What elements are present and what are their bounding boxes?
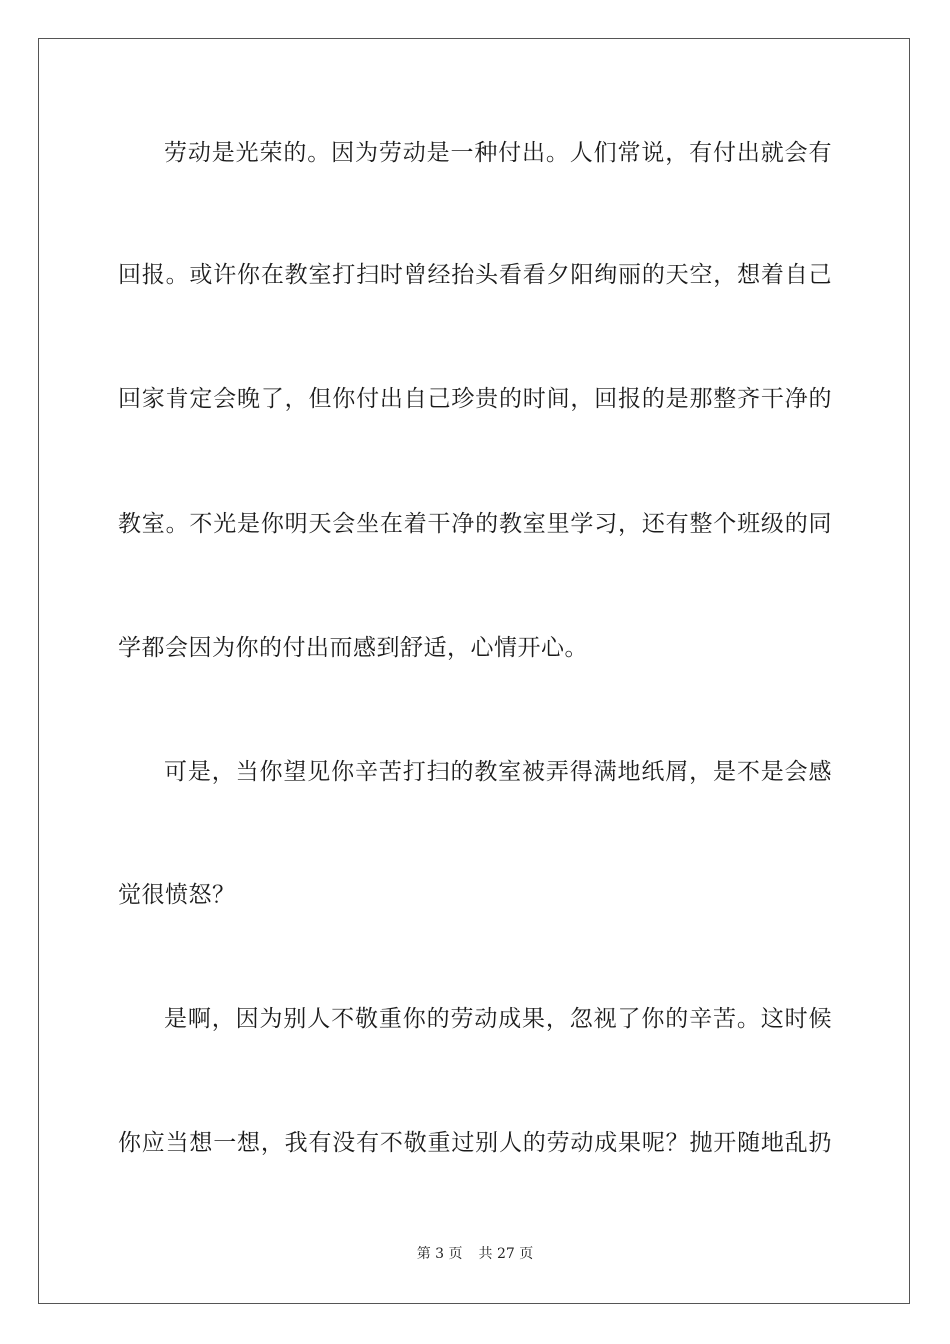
page-footer: [0, 1244, 950, 1264]
page-number: 第 3 页: [416, 1246, 463, 1262]
paragraph-1-line-1: 劳动是光荣的。因为劳动是一种付出。人们常说，有付出就会有: [164, 140, 832, 166]
paragraph-2-line-2: 觉很愤怒？: [118, 882, 236, 908]
page-border: [38, 38, 910, 1304]
paragraph-1-line-5: 学都会因为你的付出而感到舒适，心情开心。: [118, 635, 588, 661]
paragraph-1-line-4: 教室。不光是你明天会坐在着干净的教室里学习，还有整个班级的同: [118, 511, 832, 537]
paragraph-2-line-1: 可是，当你望见你辛苦打扫的教室被弄得满地纸屑，是不是会感: [164, 759, 832, 785]
paragraph-3-line-2: 你应当想一想，我有没有不敬重过别人的劳动成果呢？抛开随地乱扔: [118, 1130, 832, 1156]
paragraph-1-line-3: 回家肯定会晚了，但你付出自己珍贵的时间，回报的是那整齐干净的: [118, 386, 832, 412]
paragraph-1-line-2: 回报。或许你在教室打扫时曾经抬头看看夕阳绚丽的天空，想着自己: [118, 262, 832, 288]
page-total: 共 27 页: [478, 1246, 534, 1262]
paragraph-3-line-1: 是啊，因为别人不敬重你的劳动成果，忽视了你的辛苦。这时候: [164, 1006, 832, 1032]
